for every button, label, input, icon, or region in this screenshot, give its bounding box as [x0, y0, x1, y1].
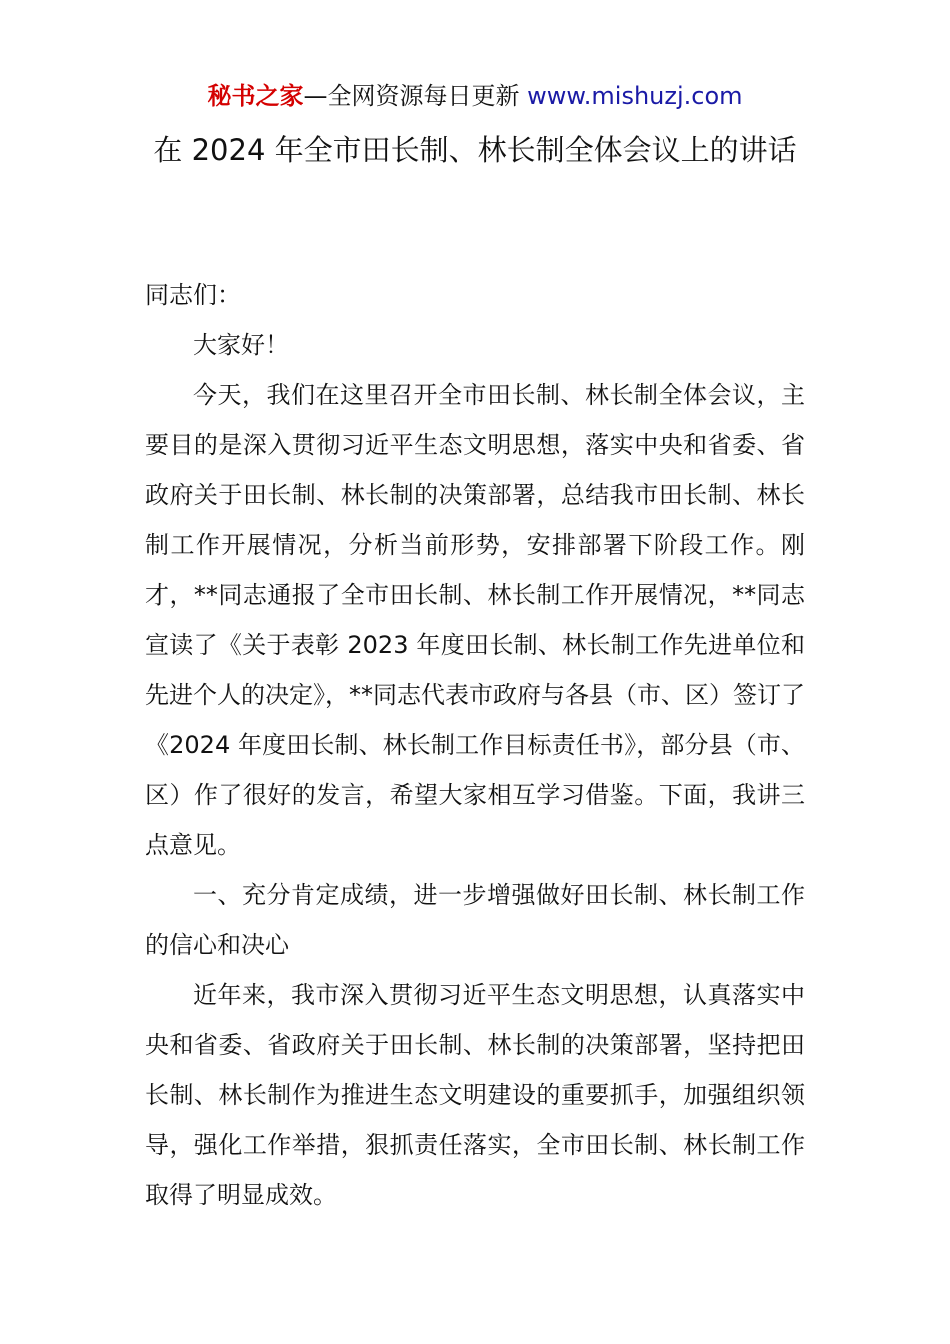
site-url-link[interactable]: www.mishuzj.com: [527, 82, 743, 110]
paragraph-section-1: 近年来，我市深入贯彻习近平生态文明思想，认真落实中央和省委、省政府关于田长制、林长制的决策部署，坚持把田长制、林长制作为推进生态文明建设的重要抓手，加强组织领导，强化工作举措，狠抓责任落实，全市田长制、林长制工作取得了明显成效。: [145, 981, 805, 1209]
section-heading-1: 一、充分肯定成绩，进一步增强做好田长制、林长制工作的信心和决心: [145, 881, 805, 959]
site-header: [0, 80, 950, 112]
brand-name: 秘书之家: [207, 82, 304, 110]
header-tagline: —全网资源每日更新: [303, 82, 528, 110]
paragraph-greeting: 大家好！: [193, 331, 289, 359]
salutation: 同志们：: [145, 281, 241, 309]
document-title: 在 2024 年全市田长制、林长制全体会议上的讲话: [153, 133, 797, 167]
paragraph-intro: 今天，我们在这里召开全市田长制、林长制全体会议，主要目的是深入贯彻习近平生态文明思想，落实中央和省委、省政府关于田长制、林长制的决策部署，总结我市田长制、林长制工作开展情况，分析当前形势，安排部署下阶段工作。刚才，**同志通报了全市田长制、林长制工作开展情况，**同志宣读了《关于表彰 2023 年度田长制、林长制工作先进单位和先进个人的决定》，**同志代表市政府与各县（市、区）签订了《2024 年度田长制、林长制工作目标责任书》，部分县（市、区）作了很好的发言，希望大家相互学习借鉴。下面，我讲三点意见。: [145, 381, 805, 859]
document-body: [145, 270, 805, 1220]
